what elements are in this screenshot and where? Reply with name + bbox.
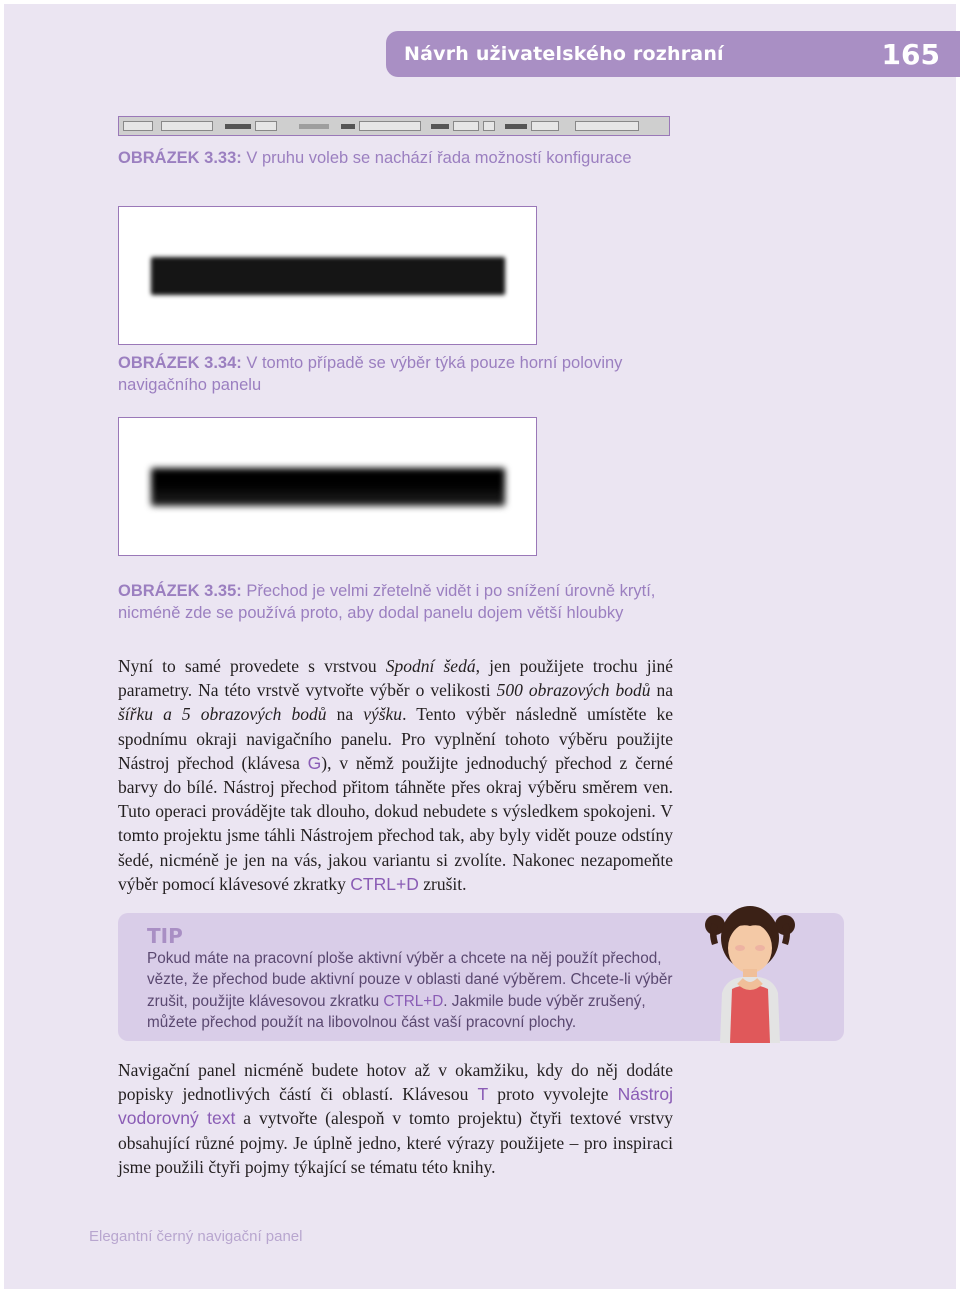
style-dropdown [359, 121, 421, 131]
swap-icon [483, 121, 495, 131]
horizontal-text-tool: Nástroj vodorovný text [118, 1084, 673, 1129]
tip-text: Pokud máte na pracovní ploše aktivní výběr a chcete na něj použít přechod, vězte, že přechod bude aktivní pouze v oblasti dané výběrem. Chcete-li výběr zrušit, použijte klávesovou zkratku CTRL+D. Jakmile bude výběr zrušený, můžete přechod použít na libovolnou část vaší pracovní plochy. [147, 950, 673, 1031]
options-bar-screenshot [118, 116, 670, 136]
body-paragraph-1: Nyní to samé provedete s vrstvou Spodní šedá, jen použijete trochu jiné parametry. Na této vrstvě vytvořte výběr o velikosti 500 obrazových bodů na šířku a 5 obrazových bodů na výšku. Tento výběr následně umístěte ke spodnímu okraji navigačního panelu. Pro vyplnění tohoto výběru použijte Nástroj přechod (klávesa G), v němž použijte jednoduchý přechod z černé barvy do bílé. Nástroj přechod přitom táhněte přes okraj výběru směrem ven. Tuto operaci provádějte tak dlouho, dokud nebudete s výsledkem spokojeni. V tomto projektu jsme táhli Nástrojem přechod tak, aby byly vidět pouze odstíny šedé, nicméně je jen na vás, jakou variantu si zvolíte. Nakonec nezapomeňte výběr pomocí klávesové zkratky CTRL+D zrušit. [118, 656, 673, 894]
tip-title: TIP [147, 924, 183, 948]
navigation-bar-selection [151, 257, 505, 295]
tip-shortcut-ctrl-d: CTRL+D [383, 992, 444, 1010]
height-field [531, 121, 559, 131]
figure-caption-333: OBRÁZEK 3.33: V pruhu voleb se nachází řada možností konfigurace [118, 149, 632, 167]
style-label [341, 124, 355, 129]
chapter-title: Návrh uživatelského rozhraní [404, 43, 724, 65]
running-footer: Elegantní černý navigační panel [89, 1228, 303, 1245]
refine-edge-button [575, 121, 639, 131]
page-number: 165 [881, 38, 940, 71]
shortcut-ctrl-d: CTRL+D [350, 873, 419, 894]
feather-label [225, 124, 251, 129]
feather-field [255, 121, 277, 131]
figure-caption-335: OBRÁZEK 3.35: Přechod je velmi zřetelně vidět i po snížení úrovně krytí, nicméně zde se používá proto, aby dodal panelu dojem větší hloubky [118, 582, 656, 622]
page-header [386, 31, 960, 77]
figure-caption-334: OBRÁZEK 3.34: V tomto případě se výběr týká pouze horní poloviny navigačního panelu [118, 354, 623, 394]
shortcut-key-t: T [477, 1084, 489, 1105]
shortcut-key-g: G [307, 752, 322, 773]
tool-preset-icon [123, 121, 153, 131]
width-label [431, 124, 449, 129]
figure-335-image [118, 417, 537, 556]
figure-334-image [118, 206, 537, 345]
height-label [505, 124, 527, 129]
antialias-label [299, 124, 329, 129]
selection-mode-icons [161, 121, 213, 131]
width-field [453, 121, 479, 131]
girl-illustration-icon [700, 893, 800, 1043]
navigation-bar-gradient [151, 468, 505, 506]
body-paragraph-2: Navigační panel nicméně budete hotov až v okamžiku, kdy do něj dodáte popisky jednotlivých částí či oblastí. Klávesou T proto vyvolejte Nástroj vodorovný text a vytvořte (alespoň v tomto projektu) čtyři textové vrstvy obsahující různé pojmy. Je úplně jedno, které výrazy použijete – pro inspiraci jsme použili čtyři pojmy týkající se tématu této knihy. [118, 1060, 674, 1177]
